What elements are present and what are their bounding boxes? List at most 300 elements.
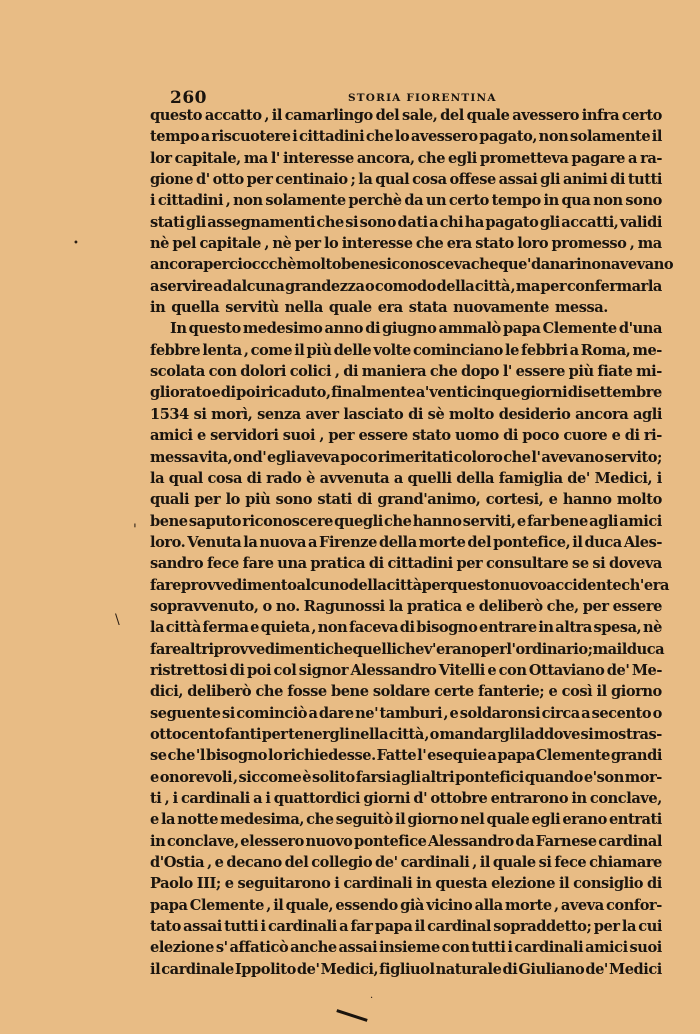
word: a — [628, 149, 638, 167]
word: si — [378, 256, 392, 274]
word: , — [164, 790, 170, 807]
word: qua — [561, 192, 591, 210]
word: pratica — [310, 555, 366, 573]
word: d' — [413, 790, 428, 807]
word: di — [357, 491, 373, 509]
word: aver — [305, 405, 339, 423]
word: giorni — [363, 790, 411, 807]
word: di — [610, 171, 626, 189]
bottom-dot-mark: · — [370, 993, 374, 1004]
word: si — [538, 854, 552, 872]
word: quale, — [285, 896, 334, 914]
word: III; — [196, 875, 221, 893]
word: se — [572, 555, 589, 573]
word: ond' — [233, 448, 267, 466]
word: a — [581, 704, 591, 722]
word: laddove — [520, 725, 580, 743]
word: lasciato — [343, 405, 404, 423]
word: si — [592, 555, 606, 573]
word: giorno — [407, 811, 459, 829]
word: perchè — [348, 192, 402, 210]
word: i — [260, 918, 266, 936]
word: cui — [638, 918, 662, 936]
word: di — [220, 384, 236, 402]
word: dici, — [150, 683, 184, 701]
word: con — [498, 661, 527, 679]
word: Ippolito — [234, 960, 296, 978]
word: di — [399, 619, 415, 637]
word: interesse — [341, 235, 413, 253]
text-line — [150, 916, 662, 937]
text-line — [150, 852, 662, 873]
text-line — [150, 767, 662, 788]
word: confor- — [606, 896, 662, 914]
word: della — [436, 277, 475, 295]
word: hanno — [412, 512, 462, 530]
word: stato — [475, 235, 514, 253]
word: fece — [206, 555, 239, 573]
word: non — [538, 128, 569, 146]
word: ristrettosi — [150, 661, 228, 679]
text-line — [150, 596, 662, 617]
word: alcuna — [232, 277, 285, 295]
word: bene — [341, 256, 379, 274]
word: ancora — [150, 256, 204, 274]
word: essere — [358, 427, 408, 445]
word: si — [193, 405, 207, 423]
page-number: 260 — [170, 88, 207, 108]
text-line — [150, 809, 662, 830]
word: e — [224, 875, 234, 893]
word: con — [441, 939, 470, 957]
word: soldare — [372, 683, 430, 701]
word: uomo — [455, 427, 499, 445]
text-line — [150, 340, 662, 361]
word: , — [334, 363, 340, 381]
text-line — [150, 660, 662, 681]
text-line — [150, 254, 674, 275]
word: lo — [267, 747, 283, 765]
word: loro — [517, 235, 549, 253]
word: figliuol — [379, 960, 435, 978]
word: pontefici — [455, 768, 524, 786]
word: stati — [150, 213, 185, 231]
word: in — [543, 192, 559, 210]
word: assegnamenti — [207, 213, 315, 231]
word: Alessandro — [428, 832, 514, 850]
word: secento — [591, 704, 652, 722]
word: e'son — [583, 768, 624, 786]
word: , — [232, 768, 238, 786]
word: questa — [435, 875, 488, 893]
word: servito; — [604, 448, 662, 466]
word: offese — [449, 171, 496, 189]
margin-tick-mark: \ — [115, 612, 120, 628]
word: me- — [632, 341, 662, 359]
word: animi — [562, 171, 608, 189]
word: deliberò — [187, 683, 252, 701]
text-line — [150, 126, 662, 147]
word: centinaio — [275, 171, 348, 189]
word: Medici — [608, 960, 662, 978]
word: poi — [236, 384, 261, 402]
word: capitale — [199, 235, 261, 253]
word: , — [225, 192, 231, 210]
word: coloro — [453, 448, 503, 466]
word: bene — [330, 683, 369, 701]
word: , — [319, 427, 325, 445]
word: quattordici — [273, 790, 361, 807]
word: a' — [415, 384, 429, 402]
word: più — [306, 341, 332, 359]
word: dati — [397, 213, 428, 231]
word: circa — [541, 704, 580, 722]
word: la — [160, 811, 176, 829]
word: a — [487, 747, 497, 765]
word: saputo — [188, 512, 242, 530]
word: cardinale — [161, 960, 234, 978]
word: , — [472, 854, 477, 872]
word: d'Ostia — [150, 854, 205, 872]
word: non — [317, 619, 348, 637]
word: a — [393, 469, 403, 487]
word: la — [358, 171, 373, 189]
word: nel — [460, 811, 485, 829]
word: siccome — [238, 768, 302, 786]
word: otto — [212, 171, 244, 189]
word: fare — [150, 640, 181, 658]
word: solamente — [265, 192, 346, 210]
word: nuovamente — [453, 299, 549, 317]
word: il — [558, 875, 570, 893]
word: morte — [418, 533, 466, 551]
word: il — [572, 533, 583, 551]
word: i — [150, 192, 156, 210]
word: cominciano — [412, 341, 503, 359]
word: per — [421, 576, 448, 594]
word: in — [150, 299, 166, 317]
word: essere — [612, 597, 662, 615]
word: tempo — [150, 128, 200, 146]
word: molto — [449, 405, 494, 423]
word: , — [629, 235, 635, 253]
word: gli — [539, 213, 560, 231]
word: tutti — [471, 939, 506, 957]
word: dolori — [240, 363, 286, 381]
word: vicino — [426, 896, 473, 914]
text-line — [150, 873, 662, 894]
word: giorni — [520, 384, 568, 402]
word: Me- — [631, 661, 662, 679]
word: per — [261, 725, 288, 743]
word: la — [150, 619, 165, 637]
word: sandro — [150, 555, 204, 573]
word: bene — [150, 512, 188, 530]
word: fece — [554, 854, 587, 872]
word: qual — [168, 469, 203, 487]
word: settembre — [583, 384, 662, 402]
word: cardinal — [598, 832, 662, 850]
word: e — [516, 512, 526, 530]
word: di — [502, 960, 518, 978]
word: solamente — [569, 128, 651, 146]
word: città — [474, 277, 511, 295]
word: anno — [324, 320, 364, 338]
word: farsi — [355, 768, 391, 786]
word: alla — [474, 896, 503, 914]
word: per — [480, 640, 507, 658]
text-line — [150, 703, 662, 724]
word: di — [229, 661, 245, 679]
word: , — [311, 619, 317, 637]
word: i — [292, 128, 298, 146]
word: de' — [567, 469, 590, 487]
word: vita, — [199, 448, 233, 466]
word: e — [487, 661, 497, 679]
word: ammalò — [438, 320, 501, 338]
word: giorno — [611, 683, 662, 701]
word: quali — [150, 491, 190, 509]
word: Medici, — [594, 469, 653, 487]
word: seguitarono — [237, 875, 331, 893]
word: ne' — [355, 704, 379, 722]
word: elezione — [491, 875, 556, 893]
word: cominciò — [236, 704, 308, 722]
word: poco — [522, 427, 559, 445]
word: volte — [373, 341, 411, 359]
word: fanti — [224, 725, 262, 743]
word: cardinali — [400, 854, 470, 872]
word: faceva — [348, 619, 399, 637]
word: provvedimento — [180, 576, 297, 594]
word: non — [233, 192, 263, 210]
text-line — [150, 532, 662, 553]
word: , — [553, 896, 559, 914]
word: da — [515, 832, 535, 850]
word: far — [526, 512, 550, 530]
word: suoi — [282, 427, 316, 445]
text-line — [150, 895, 662, 916]
word: poco — [340, 448, 378, 466]
word: duca — [626, 640, 665, 658]
word: città — [388, 725, 424, 743]
word: de' — [374, 854, 398, 872]
word: egli — [531, 811, 561, 829]
word: dare — [318, 704, 354, 722]
word: prometteva — [479, 149, 569, 167]
word: sopraddetto; — [493, 918, 592, 936]
word: più — [568, 363, 594, 381]
word: confermarla — [566, 277, 662, 295]
word: aveva — [296, 448, 340, 466]
word: di — [624, 427, 640, 445]
word: per — [593, 918, 620, 936]
word: morte — [505, 896, 552, 914]
word: per — [294, 235, 321, 253]
word: già — [400, 896, 424, 914]
word: certe — [434, 683, 474, 701]
word: ottocento — [150, 725, 225, 743]
word: mi- — [636, 363, 662, 381]
word: quella — [171, 299, 220, 317]
word: entrare — [479, 619, 537, 637]
word: e — [150, 768, 159, 786]
word: a — [429, 213, 439, 231]
word: erano — [436, 640, 481, 658]
word: che — [167, 747, 195, 765]
word: che, — [546, 597, 579, 615]
word: con — [208, 363, 237, 381]
word: altri — [180, 640, 214, 658]
word: Clemente — [189, 896, 265, 914]
word: lor — [150, 149, 172, 167]
word: o — [429, 725, 439, 743]
word: ; — [350, 171, 356, 189]
word: pratica — [406, 597, 462, 615]
word: molto — [616, 491, 662, 509]
word: accatti, — [561, 213, 619, 231]
word: che — [470, 256, 499, 274]
word: di — [368, 555, 384, 573]
word: o — [652, 704, 662, 722]
word: di — [246, 469, 262, 487]
word: servire — [159, 277, 213, 295]
word: è — [306, 469, 315, 487]
word: avessero — [410, 128, 478, 146]
word: avessero — [512, 107, 579, 124]
word: fiate — [597, 363, 633, 381]
word: grandi — [610, 747, 662, 765]
word: avevano — [610, 256, 674, 274]
word: de' — [606, 661, 630, 679]
word: di — [365, 320, 381, 338]
word: la — [621, 918, 636, 936]
word: la — [150, 469, 165, 487]
word: far — [350, 918, 373, 936]
word: elessero — [240, 832, 304, 850]
text-line — [150, 169, 662, 190]
word: interesse — [282, 149, 354, 167]
word: rado — [266, 469, 302, 487]
word: cardinali — [267, 918, 337, 936]
word: per — [582, 597, 609, 615]
word: papa — [150, 896, 188, 914]
word: nè — [642, 619, 662, 637]
word: Farnese — [535, 832, 597, 850]
margin-tick-mark: ' — [133, 522, 137, 538]
text-line — [150, 318, 662, 339]
word: per — [246, 171, 273, 189]
text-line — [150, 447, 662, 468]
word: a — [150, 277, 160, 295]
word: messa — [150, 448, 199, 466]
word: agli — [632, 405, 662, 423]
word: a — [308, 704, 318, 722]
word: cittadini — [157, 192, 224, 210]
word: e — [211, 384, 221, 402]
text-line — [150, 468, 662, 489]
word: così — [561, 683, 593, 701]
text-line — [150, 276, 662, 297]
word: amici — [150, 427, 193, 445]
word: gli — [185, 213, 206, 231]
word: e — [548, 683, 558, 701]
word: conosceva — [391, 256, 471, 274]
word: il — [479, 854, 490, 872]
word: chiamare — [589, 854, 662, 872]
word: e — [611, 427, 621, 445]
word: , — [264, 235, 269, 253]
word: ra- — [640, 149, 662, 167]
word: de' — [296, 960, 320, 978]
word: quelli — [352, 640, 397, 658]
word: erano — [562, 811, 607, 829]
word: Ottaviano — [528, 661, 605, 679]
word: come — [250, 341, 293, 359]
word: validi — [619, 213, 662, 231]
word: pel — [172, 235, 197, 253]
word: percioccchè — [203, 256, 297, 274]
word: l' — [502, 363, 512, 381]
word: ad — [213, 277, 232, 295]
word: pontefice, — [493, 533, 571, 551]
word: di — [408, 405, 423, 423]
word: altri — [421, 768, 455, 786]
word: ottobre — [430, 790, 488, 807]
word: il — [616, 640, 627, 658]
word: fanterie; — [478, 683, 545, 701]
bottom-scratch-mark — [336, 1009, 367, 1022]
word: Ragunossi — [303, 597, 385, 615]
word: conclave, — [589, 790, 662, 807]
word: mor- — [624, 768, 662, 786]
word: scolata — [150, 363, 205, 381]
word: pagato, — [479, 128, 538, 146]
word: medesimo — [242, 320, 323, 338]
word: Clemente — [535, 747, 610, 765]
word: il — [395, 811, 406, 829]
word: suoi — [629, 939, 662, 957]
word: Roma, — [580, 341, 631, 359]
word: i — [334, 875, 340, 893]
word: il — [273, 896, 284, 914]
word: nè — [272, 235, 292, 253]
word: finalmente — [331, 384, 416, 402]
word: stato — [412, 427, 451, 445]
word: ri- — [643, 427, 662, 445]
word: cittadini — [387, 555, 453, 573]
word: e — [196, 427, 206, 445]
word: alcuno — [296, 576, 349, 594]
word: e — [214, 854, 224, 872]
word: della — [378, 533, 417, 551]
word: altra — [555, 619, 592, 637]
word: della — [348, 576, 387, 594]
word: e — [465, 597, 475, 615]
word: che — [255, 683, 283, 701]
word: s' — [215, 939, 228, 957]
word: 1534 — [150, 405, 189, 423]
word: di — [567, 384, 583, 402]
word: il — [651, 128, 662, 146]
word: che — [306, 811, 334, 829]
word: a — [569, 341, 579, 359]
word: ma — [243, 149, 268, 167]
word: questo — [447, 576, 500, 594]
text-line — [150, 724, 662, 745]
word: quegli — [334, 512, 383, 530]
text-line — [150, 681, 662, 702]
